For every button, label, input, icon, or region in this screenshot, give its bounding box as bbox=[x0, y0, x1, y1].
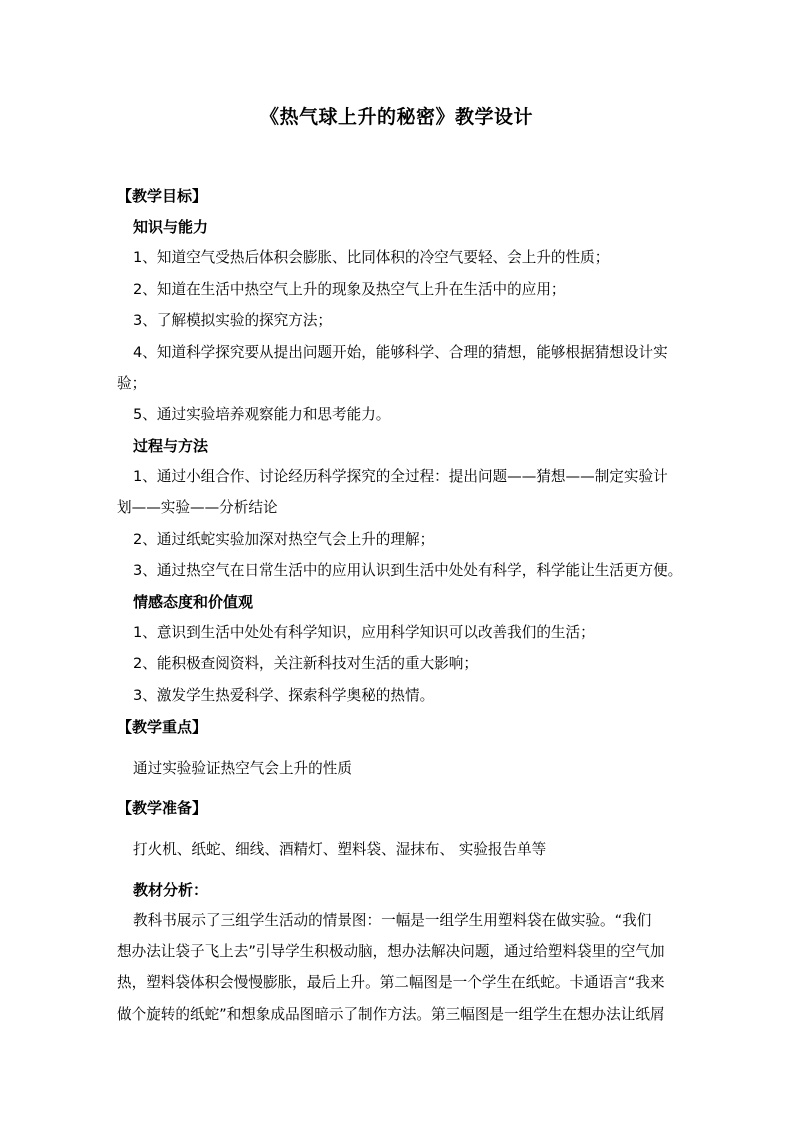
analysis-paragraph-line: 想办法让袋子飞上去”引导学生积极动脑，想办法解决问题，通过给塑料袋里的空气加 bbox=[117, 943, 665, 960]
analysis-paragraph-line: 做个旋转的纸蛇”和想象成品图暗示了制作方法。第三幅图是一组学生在想办法让纸屑 bbox=[117, 1006, 665, 1023]
process-item: 3、通过热空气在日常生活中的应用认识到生活中处处有科学，科学能让生活更方便。 bbox=[133, 562, 683, 579]
knowledge-heading: 知识与能力 bbox=[133, 218, 209, 236]
knowledge-item: 5、通过实验培养观察能力和思考能力。 bbox=[133, 406, 391, 423]
preparation-text: 打火机、纸蛇、细线、酒精灯、塑料袋、湿抹布、 实验报告单等 bbox=[133, 841, 547, 858]
key-point-text: 通过实验验证热空气会上升的性质 bbox=[133, 760, 352, 777]
analysis-paragraph-line: 热，塑料袋体积会慢慢膨胀，最后上升。第二幅图是一个学生在纸蛇。卡通语言“我来 bbox=[117, 974, 665, 991]
knowledge-item: 1、知道空气受热后体积会膨胀、比同体积的冷空气要轻、会上升的性质； bbox=[133, 249, 610, 266]
attitude-item: 2、能积极查阅资料，关注新科技对生活的重大影响； bbox=[133, 655, 478, 672]
process-item: 2、通过纸蛇实验加深对热空气会上升的理解； bbox=[133, 531, 435, 548]
analysis-heading: 教材分析： bbox=[133, 881, 209, 899]
process-item: 1、通过小组合作、讨论经历科学探究的全过程：提出问题——猜想——制定实验计 bbox=[133, 468, 668, 485]
document-title: 《热气球上升的秘密》教学设计 bbox=[259, 106, 533, 128]
attitude-heading: 情感态度和价值观 bbox=[133, 593, 254, 611]
attitude-item: 1、意识到生活中处处有科学知识，应用科学知识可以改善我们的生活； bbox=[133, 624, 595, 641]
knowledge-item: 2、知道在生活中热空气上升的现象及热空气上升在生活中的应用； bbox=[133, 281, 566, 298]
process-heading: 过程与方法 bbox=[133, 437, 209, 455]
knowledge-item: 4、知道科学探究要从提出问题开始，能够科学、合理的猜想，能够根据猜想设计实 bbox=[133, 344, 668, 361]
knowledge-item: 3、了解模拟实验的探究方法； bbox=[133, 312, 333, 329]
knowledge-item-continued: 验； bbox=[117, 375, 147, 392]
analysis-paragraph-line: 教科书展示了三组学生活动的情景图：一幅是一组学生用塑料袋在做实验。“我们 bbox=[133, 912, 652, 929]
preparation-heading: 【教学准备】 bbox=[117, 799, 208, 817]
process-item-continued: 划——实验——分析结论 bbox=[117, 499, 278, 516]
key-point-heading: 【教学重点】 bbox=[117, 718, 208, 736]
objectives-heading: 【教学目标】 bbox=[117, 187, 208, 205]
attitude-item: 3、激发学生热爱科学、探索科学奥秘的热情。 bbox=[133, 687, 435, 704]
